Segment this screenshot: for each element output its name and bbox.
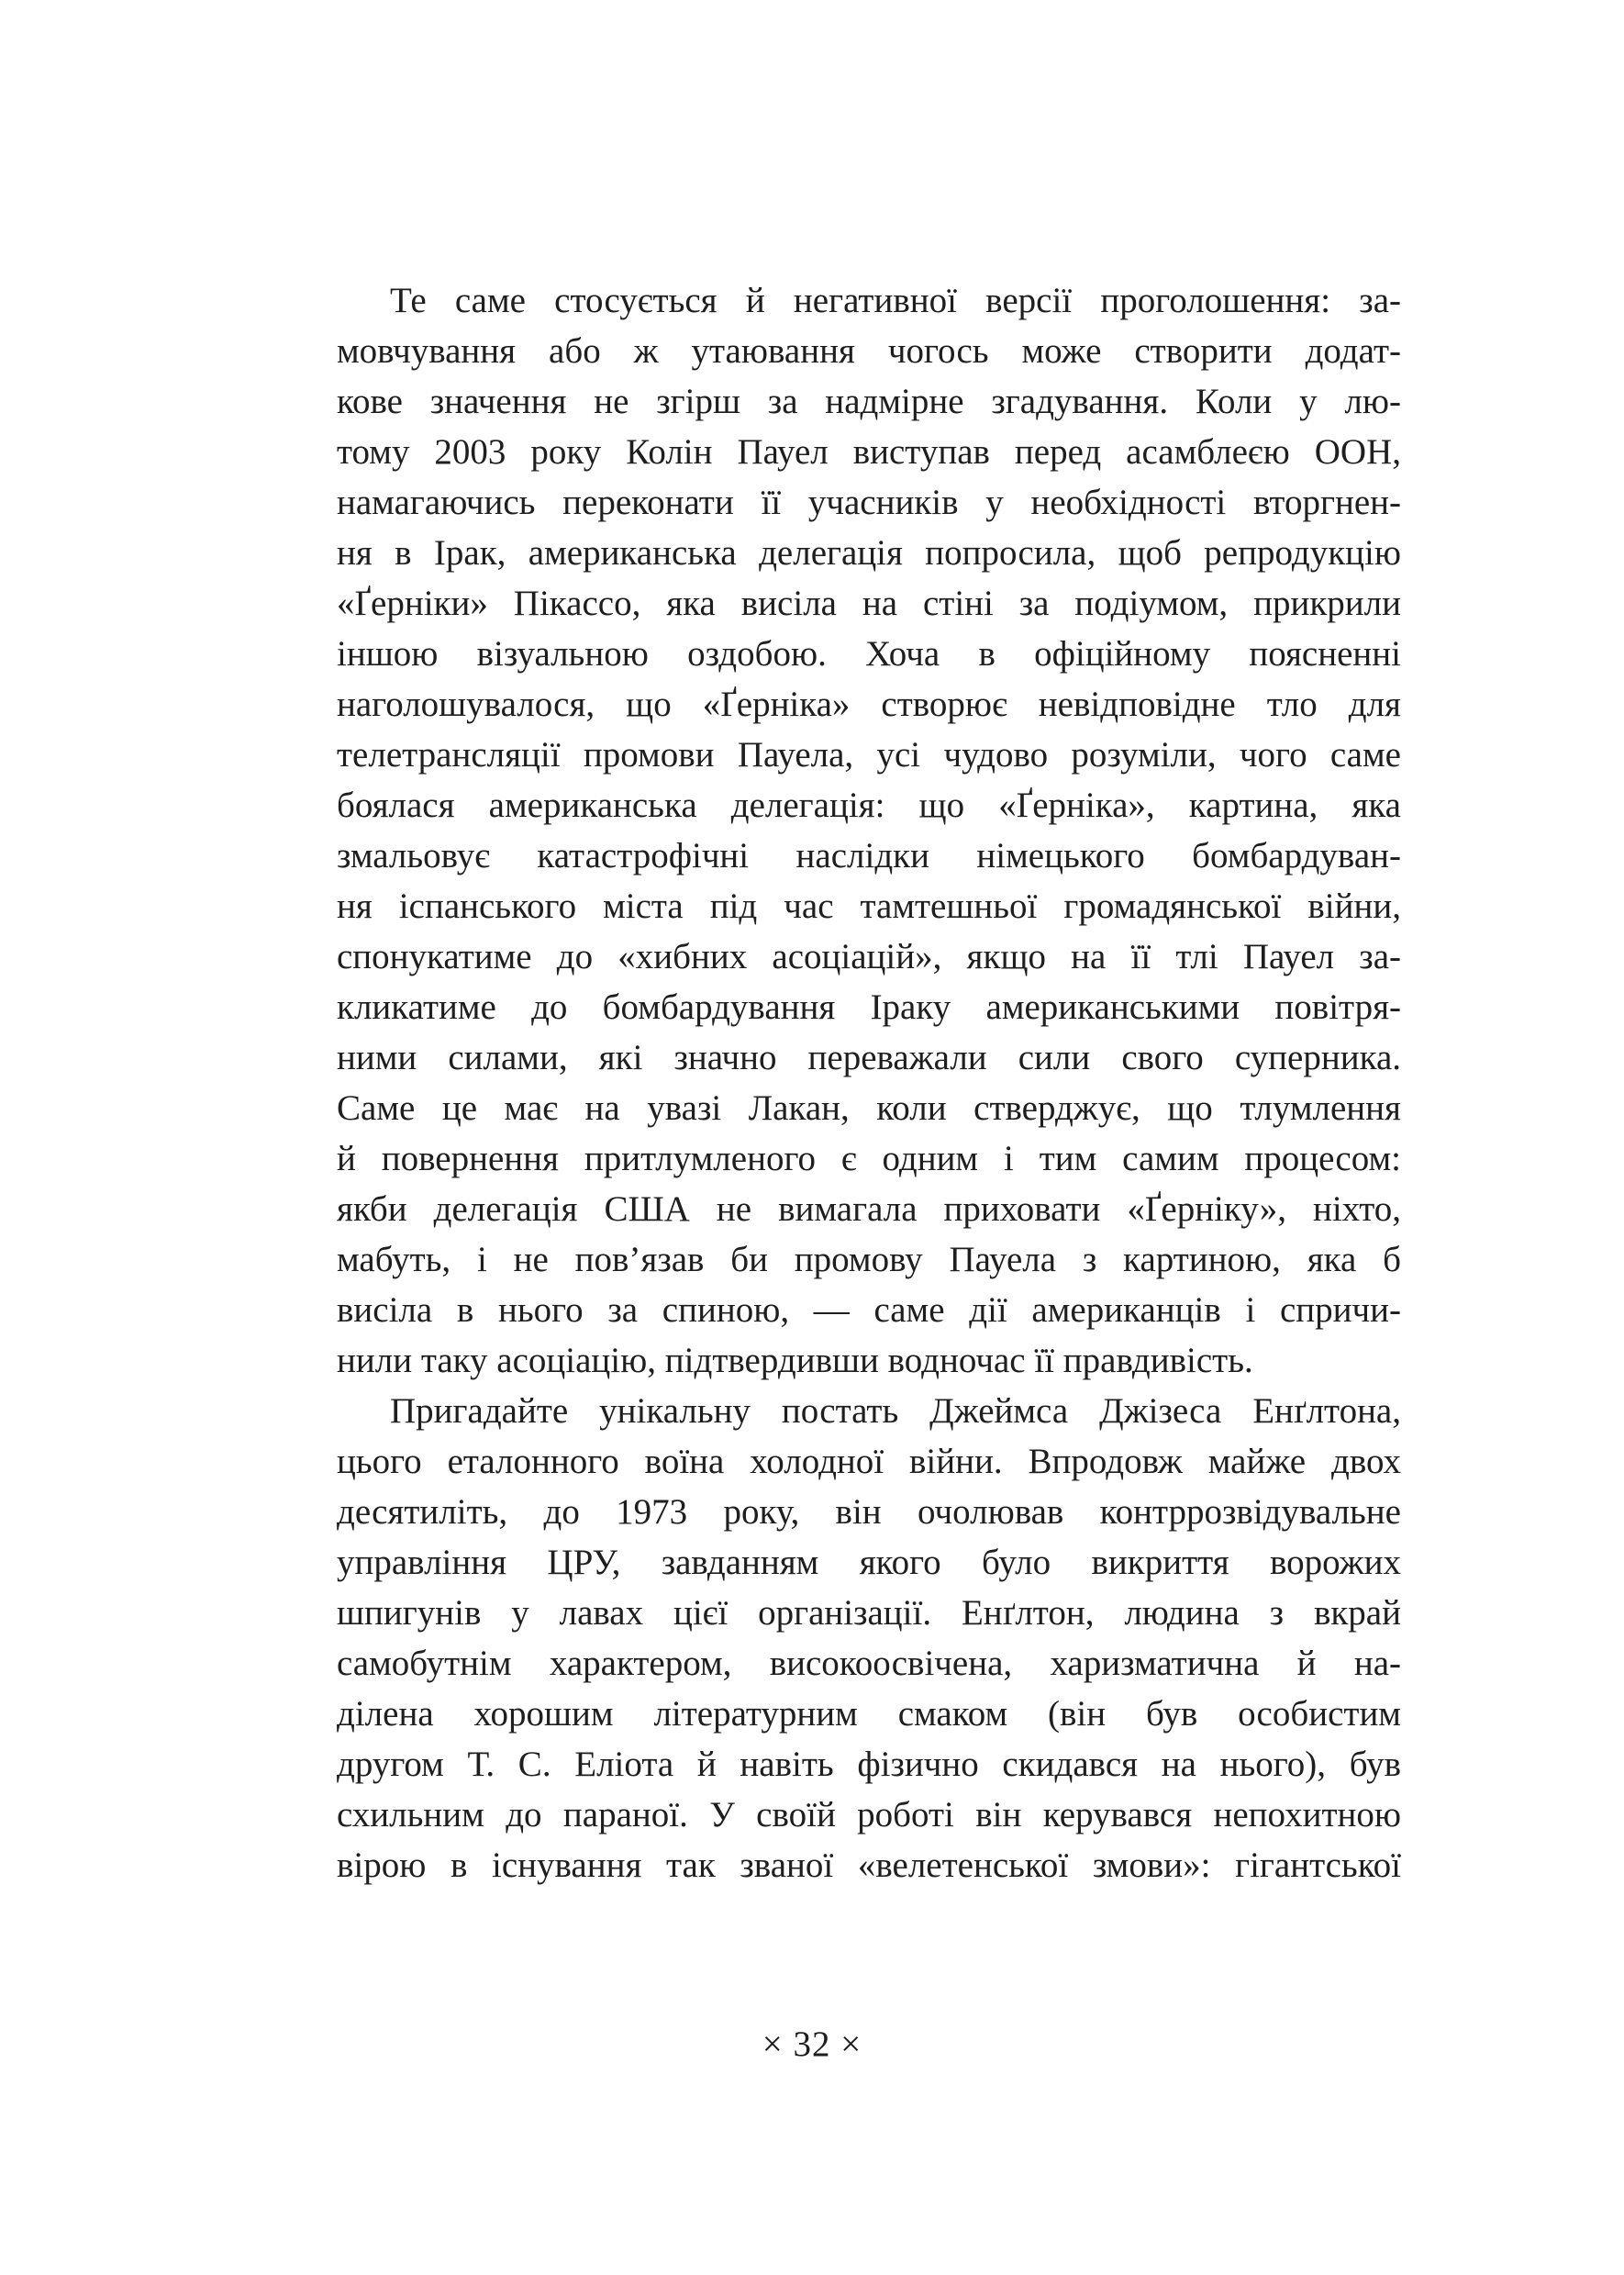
body-text [337,275,1401,1890]
text-line: другом Т. С. Еліота й навіть фізично скидався на нього), був [337,1745,1401,1784]
text-line: Пригадайте унікальну постать Джеймса Джізеса Енґлтона, [390,1391,1401,1431]
text-line: мовчування або ж утаювання чогось може створити додат- [337,331,1401,371]
text-line: кове значення не згірш за надмірне згадування. Коли у лю- [337,382,1401,421]
text-line: якби делегація США не вимагала приховати «Ґерніку», ніхто, [337,1189,1401,1229]
text-line: ня в Ірак, американська делегація попросила, щоб репродукцію [337,533,1401,573]
text-line: кликатиме до бомбардування Іраку американськими повітря- [337,987,1401,1027]
text-line: боялася американська делегація: що «Ґерніка», картина, яка [337,786,1401,825]
text-line: спонукатиме до «хибних асоціацій», якщо на її тлі Пауел за- [337,937,1401,976]
text-line: схильним до параної. У своїй роботі він керувався непохитною [337,1795,1401,1834]
text-line: Те саме стосується й негативної версії проголошення: за- [390,281,1401,320]
text-line: іншою візуальною оздобою. Хоча в офіційному поясненні [337,634,1401,674]
text-line: «Ґерніки» Пікассо, яка висіла на стіні за подіумом, прикрили [337,584,1401,623]
text-line: мабуть, і не пов’язав би промову Пауела з картиною, яка б [337,1240,1401,1279]
text-line: Саме це має на увазі Лакан, коли стверджує, що тлумлення [337,1088,1401,1128]
text-line: самобутнім характером, високоосвічена, харизматична й на- [337,1644,1401,1683]
text-line: ділена хорошим літературним смаком (він був особистим [337,1694,1401,1734]
text-line: й повернення притлумленого є одним і тим самим процесом: [337,1139,1401,1178]
text-line: тому 2003 року Колін Пауел виступав перед асамблеєю ООН, [337,432,1401,472]
text-line: шпигунів у лавах цієї організації. Енґлтон, людина з вкрай [337,1593,1401,1633]
text-line: змальовує катастрофічні наслідки німецького бомбардуван- [337,836,1401,875]
text-line: вірою в існування так званої «велетенської змови»: гігантської [337,1846,1401,1885]
text-line: цього еталонного воїна холодної війни. Впродовж майже двох [337,1442,1401,1481]
text-line: наголошувалося, що «Ґерніка» створює невідповідне тло для [337,685,1401,724]
text-line: висіла в нього за спиною, — саме дії американців і спричи- [337,1290,1401,1330]
text-line: телетрансляції промови Пауела, усі чудово розуміли, чого саме [337,735,1401,775]
text-line: управління ЦРУ, завданням якого було викриття ворожих [337,1543,1401,1582]
page-number: × 32 × [762,2024,862,2064]
text-line: нили таку асоціацію, підтвердивши водночас її правдивість. [337,1341,1253,1380]
text-line: ня іспанського міста під час тамтешньої громадянської війни, [337,887,1401,926]
text-line: десятиліть, до 1973 року, він очолював контррозвідувальне [337,1492,1401,1532]
text-line: ними силами, які значно переважали сили свого суперника. [337,1038,1401,1077]
text-line: намагаючись переконати її учасників у необхідності вторгнен- [337,483,1401,522]
